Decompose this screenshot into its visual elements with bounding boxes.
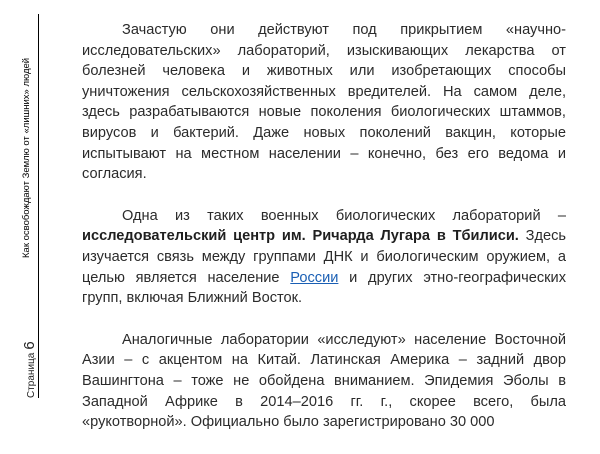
paragraph-2 — [82, 206, 566, 309]
russia-link[interactable]: России — [290, 269, 339, 286]
page-number: 6 — [21, 341, 38, 350]
page-sidebar — [0, 0, 50, 422]
paragraph-1: Зачастую они действуют под прикрытием «научно-исследовательских» лабораторий, изыскивающих лекарства от болезней человека и животных или изобретающих способы уничтожения сельскохозяйственных вредителей. На самом деле, здесь разрабатываются новые поколения биологических штаммов, вирусов и бактерий. Даже новых поколений вакцин, которые испытывают на местном населении – конечно, без его ведома и согласия. — [82, 22, 566, 183]
paragraph-3: Аналогичные лаборатории «исследуют» население Восточной Азии – с акцентом на Китай. Латинская Америка – задний двор Вашингтона – тоже не обойдена вниманием. Эпидемия Эболы в Западной Африке в 2014–2016 гг. г., скорее всего, была «рукотворной». Официально было зарегистрировано 30 000 — [82, 331, 566, 431]
paragraph-2-bold-center-name: исследовательский центр им. Ричарда Лугара в Тбилиси. — [82, 228, 519, 245]
paragraph-2-intro: Одна из таких военных биологических лабораторий – — [122, 207, 566, 224]
page-number-label — [21, 341, 39, 398]
document-body — [82, 20, 566, 454]
page-label: Страница — [26, 352, 37, 398]
running-book-title: Как освобождают Землю от «лишних» людей — [21, 57, 32, 258]
paragraph-2-end: и других этно-географических групп, включая Ближний Восток. — [82, 269, 566, 307]
paragraph-2-middle: Здесь изучается связь между группами ДНК и биологическим оружием, а целью является население — [82, 228, 566, 286]
sidebar-divider — [38, 14, 39, 398]
